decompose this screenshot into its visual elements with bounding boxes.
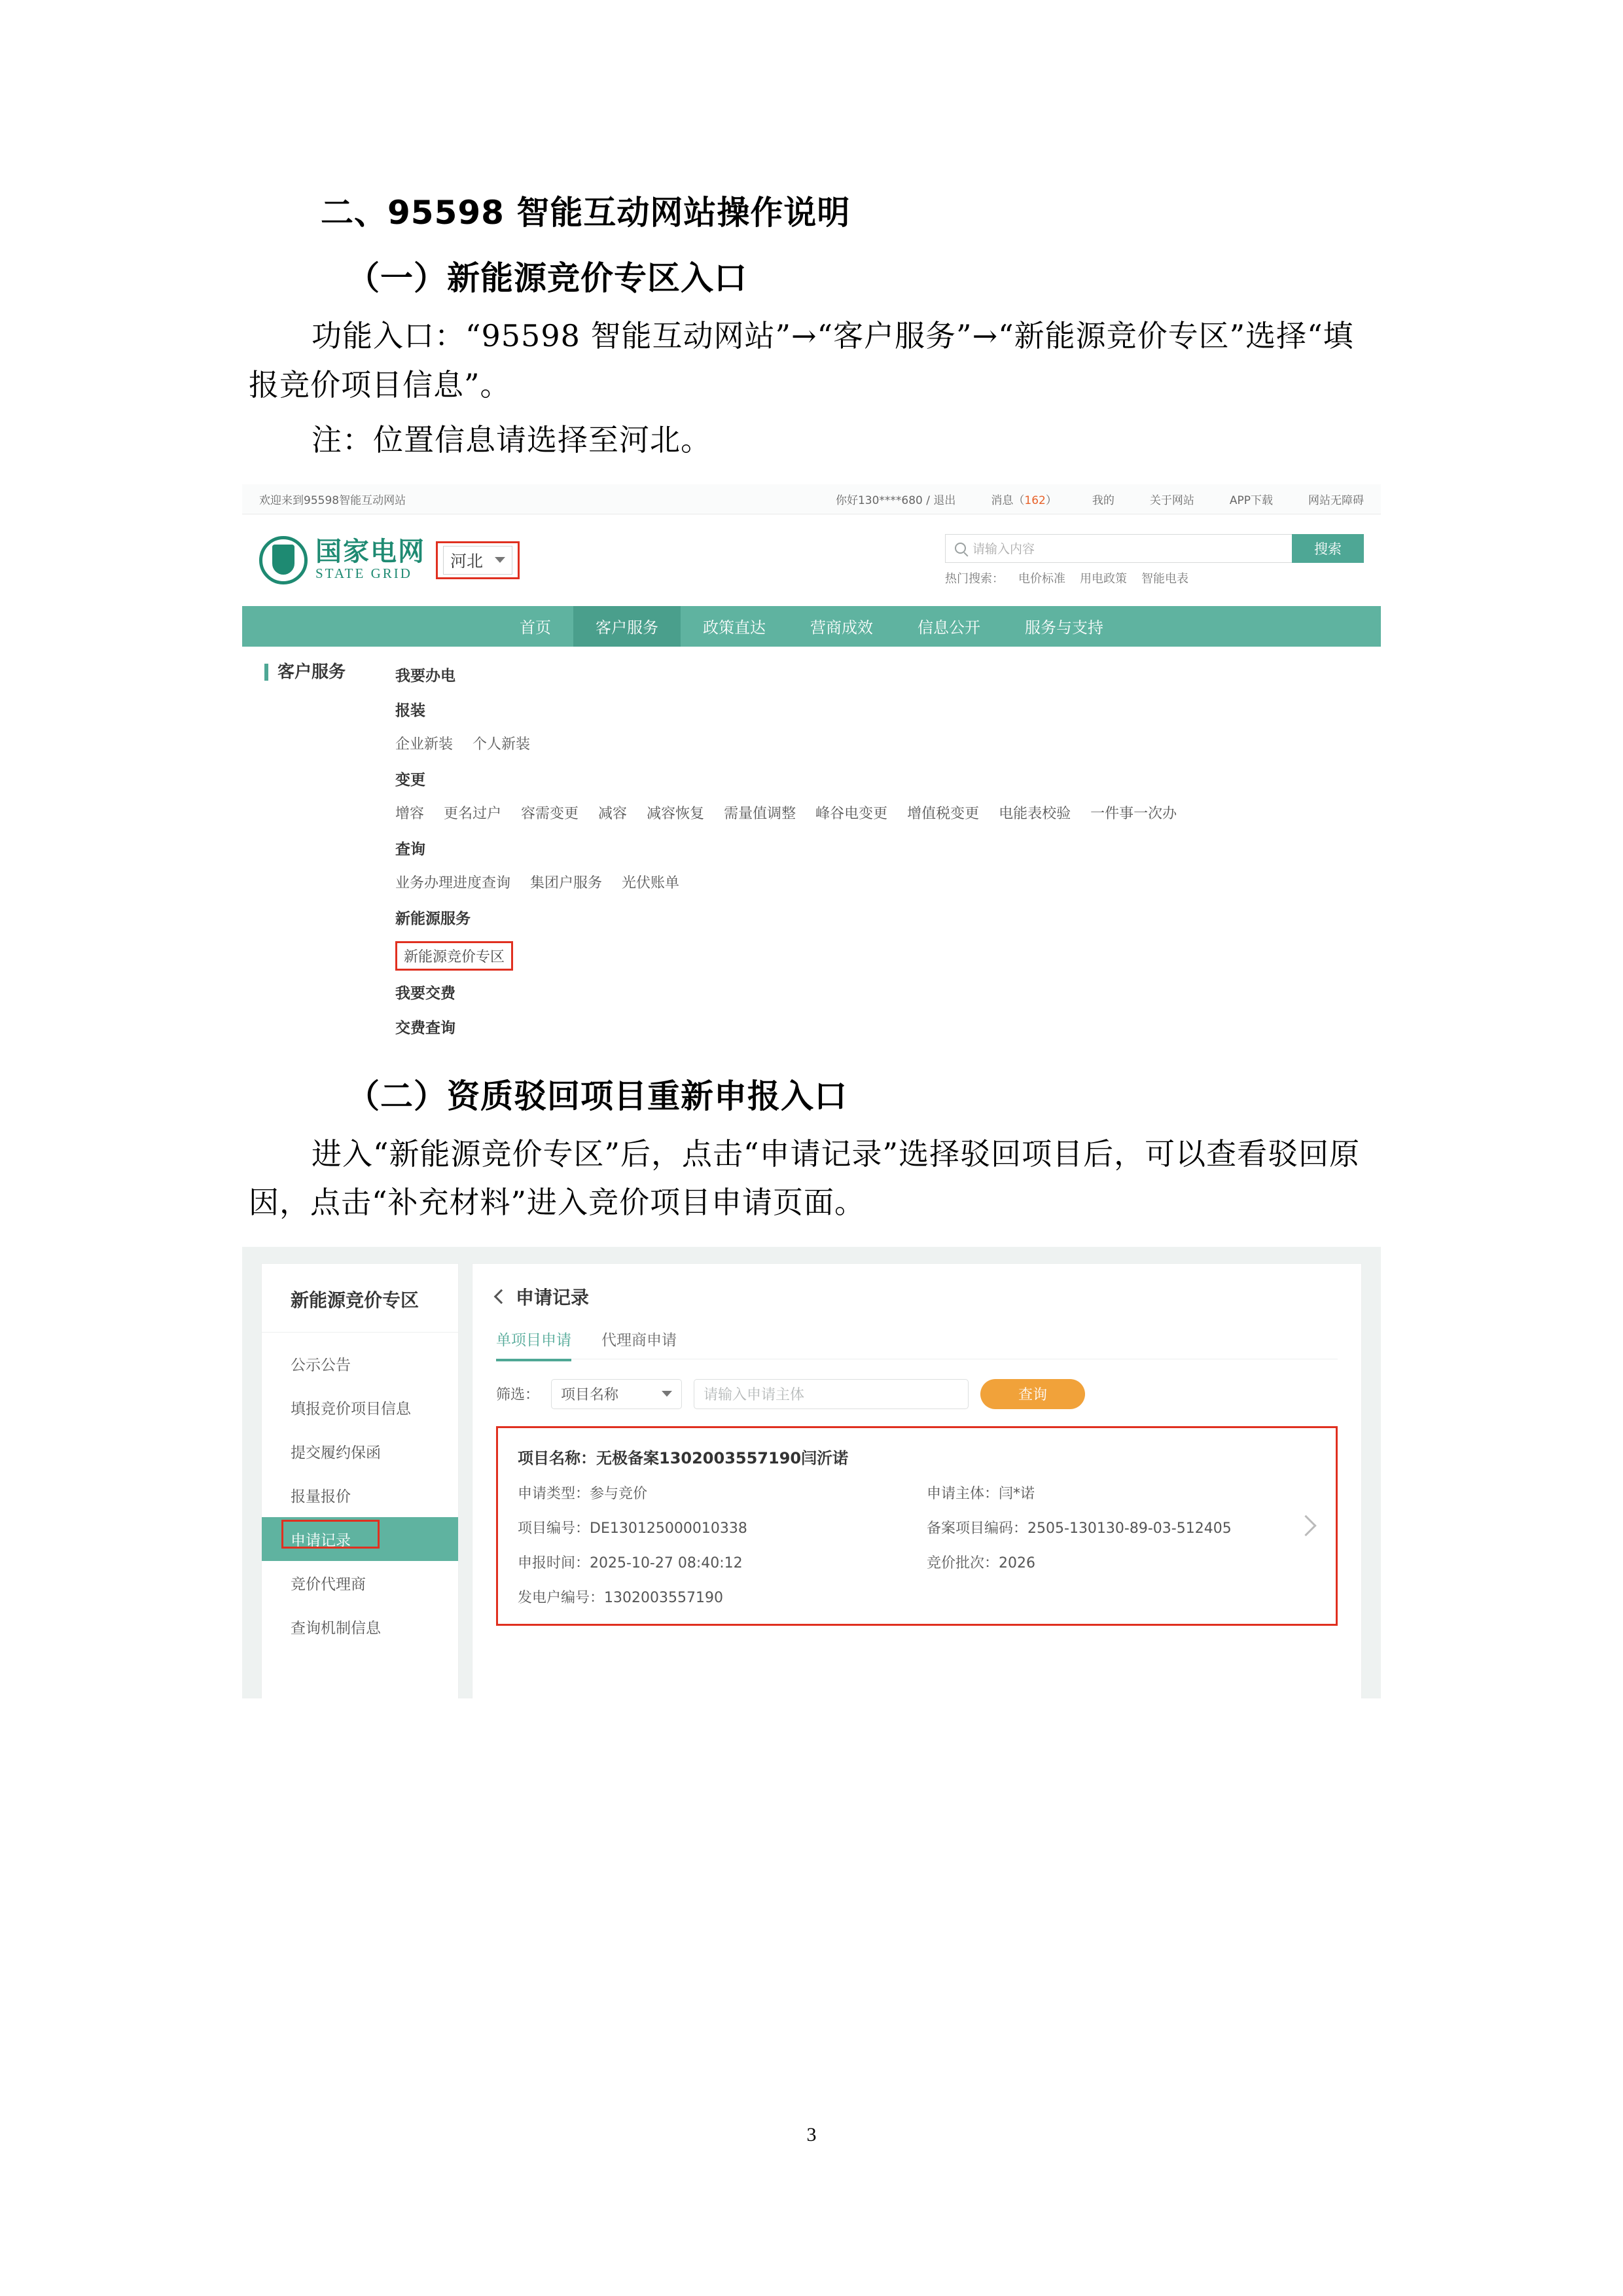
field-application-type bbox=[518, 1482, 907, 1503]
message-indicator[interactable] bbox=[991, 491, 1056, 507]
filter-input-placeholder: 请输入申请主体 bbox=[704, 1387, 805, 1404]
search-input[interactable] bbox=[945, 534, 1292, 563]
panel-sidebar-title: 客户服务 bbox=[264, 664, 386, 681]
topbar-accessibility-link[interactable]: 网站无障碍 bbox=[1308, 493, 1364, 507]
page-title: 二、95598 智能互动网站操作说明 bbox=[321, 194, 851, 232]
topbar-about-link[interactable]: 关于网站 bbox=[1149, 493, 1194, 507]
bidding-sidebar bbox=[262, 1264, 458, 1698]
filter-bar bbox=[496, 1379, 1338, 1409]
application-record-card[interactable] bbox=[496, 1426, 1338, 1626]
link-rename-transfer[interactable]: 更名过户 bbox=[444, 805, 502, 822]
message-count: 162 bbox=[1024, 493, 1046, 507]
page-number: 3 bbox=[806, 2124, 817, 2145]
field-value: 参与竞价 bbox=[590, 1485, 648, 1502]
greeting-text[interactable]: 你好130****680 / 退出 bbox=[835, 493, 956, 507]
main-navigation bbox=[242, 606, 1381, 647]
sidebar-item-quantity-price[interactable]: 报量报价 bbox=[291, 1488, 351, 1505]
brand-name-cn: 国家电网 bbox=[315, 537, 425, 567]
site-topbar bbox=[242, 484, 1381, 514]
query-button[interactable]: 查询 bbox=[980, 1379, 1085, 1409]
nav-item-customer-service[interactable]: 客户服务 bbox=[573, 606, 681, 647]
region-selector[interactable] bbox=[443, 546, 512, 575]
field-bidding-batch bbox=[927, 1552, 1316, 1572]
nav-item-service-support[interactable]: 服务与支持 bbox=[1025, 619, 1103, 637]
card-fields bbox=[518, 1482, 1316, 1607]
link-capacity-demand-change[interactable]: 容需变更 bbox=[521, 805, 579, 822]
field-record-project-code bbox=[927, 1517, 1316, 1537]
subsection-2-title: （二）资质驳回项目重新申报入口 bbox=[347, 1077, 847, 1115]
link-personal-new[interactable]: 个人新装 bbox=[473, 736, 531, 753]
group-title-apply-power[interactable]: 我要办电 bbox=[395, 667, 455, 685]
customer-service-panel bbox=[242, 647, 1381, 1054]
link-demand-adjust[interactable]: 需量值调整 bbox=[724, 805, 796, 822]
link-pv-bill[interactable]: 光伏账单 bbox=[622, 874, 680, 891]
message-label: 消息（ bbox=[991, 493, 1025, 507]
hot-search-item[interactable]: 电价标准 bbox=[1018, 571, 1065, 586]
nav-item-home[interactable]: 首页 bbox=[520, 619, 551, 637]
card-project-name-label: 项目名称： bbox=[518, 1448, 596, 1467]
field-value: 2025-10-27 08:40:12 bbox=[590, 1554, 743, 1571]
group-title-query: 查询 bbox=[395, 840, 425, 858]
nav-item-information-disclosure[interactable]: 信息公开 bbox=[918, 619, 980, 637]
field-label: 竞价批次： bbox=[927, 1554, 999, 1571]
filter-select-value: 项目名称 bbox=[561, 1387, 619, 1404]
search-placeholder: 请输入内容 bbox=[972, 542, 1035, 557]
panel-main bbox=[386, 664, 1381, 1050]
field-label: 项目编号： bbox=[518, 1520, 590, 1537]
sidebar-item-application-records[interactable] bbox=[262, 1517, 458, 1561]
hot-search-row bbox=[945, 569, 1364, 586]
panel-header bbox=[496, 1283, 1338, 1310]
field-value: 1302003557190 bbox=[604, 1589, 723, 1606]
site-header bbox=[242, 514, 1381, 606]
panel-header-title: 申请记录 bbox=[516, 1286, 590, 1308]
tab-single-project[interactable]: 单项目申请 bbox=[496, 1328, 571, 1361]
field-label: 发电户编号： bbox=[518, 1589, 605, 1606]
region-value: 河北 bbox=[450, 551, 484, 571]
group-items-change bbox=[395, 802, 1381, 823]
chevron-down-icon bbox=[495, 557, 505, 563]
sidebar-item-announcements[interactable]: 公示公告 bbox=[291, 1356, 351, 1374]
field-project-number bbox=[518, 1517, 907, 1537]
nav-item-business-results[interactable]: 营商成效 bbox=[810, 619, 873, 637]
topbar-mine-link[interactable]: 我的 bbox=[1092, 493, 1115, 507]
nav-item-policy[interactable]: 政策直达 bbox=[703, 619, 766, 637]
group-title-installation: 报装 bbox=[395, 702, 425, 719]
hot-search-item[interactable]: 智能电表 bbox=[1141, 571, 1188, 586]
state-grid-logo-icon bbox=[259, 536, 308, 584]
paragraph-entry-path: 功能入口：“95598 智能互动网站”→“客户服务”→“新能源竞价专区”选择“填报竞价项目信息”。 bbox=[249, 318, 1354, 403]
link-one-stop[interactable]: 一件事一次办 bbox=[1090, 805, 1177, 822]
link-group-service[interactable]: 集团户服务 bbox=[530, 874, 603, 891]
group-title-pay[interactable]: 我要交费 bbox=[395, 984, 455, 1002]
bidding-main-panel bbox=[473, 1264, 1361, 1698]
field-value: 闫*诺 bbox=[999, 1485, 1035, 1502]
group-title-pay-query[interactable]: 交费查询 bbox=[395, 1019, 455, 1037]
welcome-text: 欢迎来到95598智能互动网站 bbox=[259, 493, 406, 507]
subsection-1-title: （一）新能源竞价专区入口 bbox=[347, 259, 747, 297]
bidding-sidebar-title: 新能源竞价专区 bbox=[262, 1264, 458, 1333]
link-vat-change[interactable]: 增值税变更 bbox=[907, 805, 980, 822]
hot-search-label: 热门搜索： bbox=[945, 571, 1004, 586]
chevron-down-icon bbox=[662, 1391, 672, 1397]
link-capacity-restore[interactable]: 减容恢复 bbox=[647, 805, 705, 822]
hot-search-item[interactable]: 用电政策 bbox=[1080, 571, 1127, 586]
brand-logo[interactable] bbox=[259, 536, 425, 584]
link-meter-verify[interactable]: 电能表校验 bbox=[999, 805, 1071, 822]
search-area bbox=[945, 534, 1364, 586]
field-value: DE130125000010338 bbox=[590, 1520, 747, 1537]
link-peak-valley-change[interactable]: 峰谷电变更 bbox=[815, 805, 888, 822]
link-capacity-increase[interactable]: 增容 bbox=[395, 805, 425, 822]
link-new-energy-bidding-zone[interactable]: 新能源竞价专区 bbox=[395, 941, 513, 971]
region-highlight-box bbox=[436, 541, 520, 579]
group-items-installation bbox=[395, 733, 1381, 753]
sidebar-item-mechanism-info[interactable]: 查询机制信息 bbox=[291, 1619, 381, 1637]
field-declaration-time bbox=[518, 1552, 907, 1572]
link-progress-query[interactable]: 业务办理进度查询 bbox=[395, 874, 511, 891]
field-value: 2026 bbox=[999, 1554, 1036, 1571]
figure-95598-website bbox=[242, 484, 1381, 1054]
group-items-query bbox=[395, 872, 1381, 892]
sidebar-item-label: 申请记录 bbox=[291, 1532, 351, 1549]
link-enterprise-new[interactable]: 企业新装 bbox=[395, 736, 454, 753]
record-tabs bbox=[496, 1328, 1338, 1359]
highlight-box bbox=[281, 1520, 380, 1549]
field-label: 申请类型： bbox=[518, 1485, 590, 1502]
filter-applicant-input[interactable] bbox=[694, 1379, 969, 1409]
brand-name-en: STATE GRID bbox=[315, 565, 412, 582]
field-label: 申请主体： bbox=[927, 1485, 999, 1502]
field-value: 2505-130130-89-03-512405 bbox=[1027, 1520, 1232, 1537]
sidebar-item-submit-guarantee[interactable]: 提交履约保函 bbox=[291, 1444, 381, 1462]
topbar-app-download-link[interactable]: APP下载 bbox=[1229, 493, 1273, 507]
back-arrow-icon[interactable] bbox=[494, 1289, 509, 1304]
field-applicant bbox=[927, 1482, 1316, 1503]
figure-bidding-zone-records bbox=[242, 1247, 1381, 1698]
sidebar-item-bidding-agent[interactable]: 竞价代理商 bbox=[291, 1575, 366, 1593]
tab-agent-application[interactable]: 代理商申请 bbox=[601, 1331, 677, 1349]
filter-select-project-name[interactable] bbox=[551, 1379, 682, 1409]
group-title-change: 变更 bbox=[395, 771, 425, 789]
card-project-name bbox=[518, 1445, 1316, 1468]
message-label-end: ） bbox=[1045, 493, 1057, 507]
group-title-new-energy-service: 新能源服务 bbox=[395, 910, 471, 927]
panel-sidebar bbox=[242, 664, 386, 1050]
search-button[interactable]: 搜索 bbox=[1292, 534, 1364, 563]
field-generator-account bbox=[518, 1587, 907, 1607]
field-label: 备案项目编码： bbox=[927, 1520, 1028, 1537]
card-project-name-value: 无极备案1302003557190闫沂诺 bbox=[596, 1448, 849, 1467]
paragraph-note-region: 注：位置信息请选择至河北。 bbox=[312, 422, 711, 458]
field-label: 申报时间： bbox=[518, 1554, 590, 1571]
sidebar-item-fill-project-info[interactable]: 填报竞价项目信息 bbox=[291, 1400, 411, 1418]
search-icon bbox=[955, 543, 966, 554]
filter-label: 筛选： bbox=[496, 1387, 540, 1404]
link-capacity-reduce[interactable]: 减容 bbox=[598, 805, 628, 822]
paragraph-rejected-reapply: 进入“新能源竞价专区”后，点击“申请记录”选择驳回项目后，可以查看驳回原因，点击“补充材料”进入竞价项目申请页面。 bbox=[249, 1136, 1361, 1221]
document-content bbox=[249, 190, 1381, 1698]
